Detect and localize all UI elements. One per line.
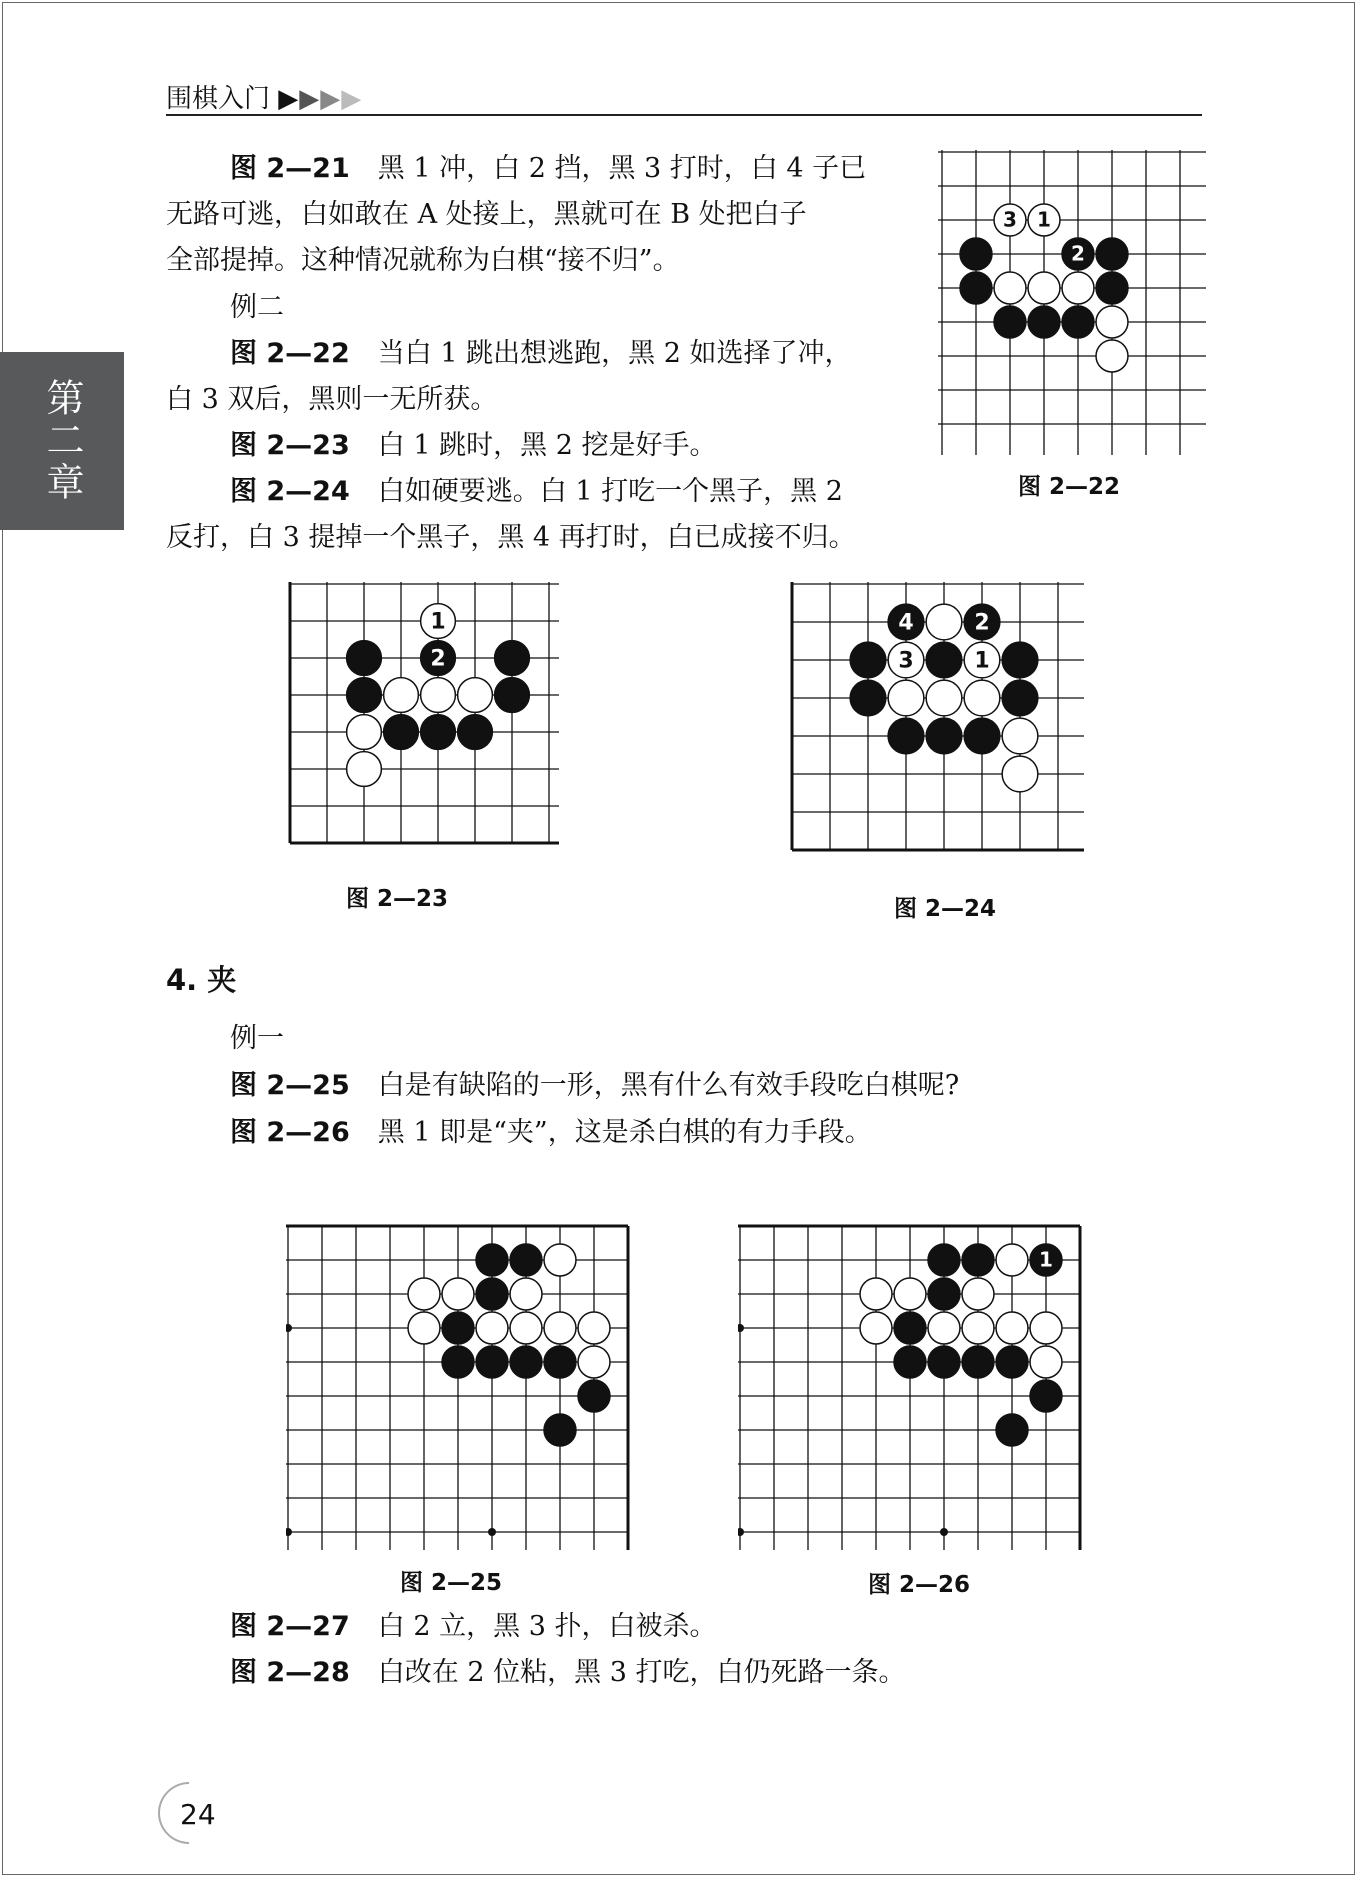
star-point: [488, 1528, 496, 1536]
header-rule: [166, 114, 1202, 116]
white-stone: [458, 678, 493, 713]
black-stone: [1002, 642, 1038, 678]
move-number: 1: [1037, 207, 1051, 232]
go-board-fig22: [936, 150, 1206, 455]
black-stone: [996, 1346, 1028, 1378]
white-stone: [510, 1278, 542, 1310]
star-point: [286, 1324, 292, 1332]
black-stone: [962, 1244, 994, 1276]
caption-fig24: 图 2—24: [894, 896, 997, 922]
black-stone: [960, 238, 992, 270]
white-stone: [408, 1278, 440, 1310]
black-stone: [962, 1346, 994, 1378]
black-stone: [442, 1346, 474, 1378]
white-stone: [996, 1244, 1028, 1276]
white-stone: [408, 1312, 440, 1344]
star-point: [738, 1324, 744, 1332]
black-stone: [928, 1346, 960, 1378]
black-stone: [928, 1278, 960, 1310]
black-stone: [850, 642, 886, 678]
white-stone: [1002, 718, 1038, 754]
para-fig24-line1: 图 2—24 白如硬要逃。白 1 打吃一个黑子，黑 2: [230, 476, 843, 507]
white-stone: [1030, 1312, 1062, 1344]
white-stone: [384, 678, 419, 713]
white-stone: [578, 1312, 610, 1344]
star-point: [940, 1528, 948, 1536]
white-stone: [996, 1312, 1028, 1344]
white-stone: [994, 204, 1026, 236]
go-board-fig26: [738, 1220, 1088, 1550]
go-board-fig25: [286, 1220, 636, 1550]
move-number: 2: [430, 646, 446, 672]
black-stone: [960, 272, 992, 304]
black-stone: [894, 1346, 926, 1378]
caption-fig22: 图 2—22: [1018, 474, 1121, 500]
black-stone: [495, 678, 530, 713]
white-stone: [894, 1278, 926, 1310]
black-stone: [1096, 238, 1128, 270]
black-stone: [1096, 272, 1128, 304]
go-board-fig24: [788, 582, 1084, 872]
white-stone: [1028, 272, 1060, 304]
black-stone: [476, 1346, 508, 1378]
move-number: 1: [430, 609, 446, 635]
white-stone: [442, 1278, 474, 1310]
black-stone: [926, 642, 962, 678]
white-stone: [544, 1312, 576, 1344]
black-stone: [1062, 306, 1094, 338]
white-stone: [860, 1278, 892, 1310]
chapter-tab: 第二章: [0, 352, 124, 530]
para-fig21-line1: 图 2—21 黑 1 冲，白 2 挡，黑 3 打时，白 4 子已: [230, 153, 867, 184]
caption-fig23: 图 2—23: [346, 886, 449, 912]
example-one-heading: 例一: [230, 1023, 284, 1054]
para-fig26: 图 2—26 黑 1 即是“夹”，这是杀白棋的有力手段。: [230, 1117, 872, 1148]
para-fig22-line2: 白 3 双后，黑则一无所获。: [166, 384, 498, 415]
caption-fig26: 图 2—26: [868, 1572, 971, 1598]
black-stone: [578, 1380, 610, 1412]
white-stone: [1096, 306, 1128, 338]
black-stone: [544, 1346, 576, 1378]
para-fig28: 图 2—28 白改在 2 位粘，黑 3 打吃，白仍死路一条。: [230, 1657, 906, 1688]
black-stone: [1030, 1380, 1062, 1412]
white-stone: [347, 752, 382, 787]
white-stone: [994, 272, 1026, 304]
black-stone: [1028, 306, 1060, 338]
black-stone: [1002, 680, 1038, 716]
white-stone: [926, 604, 962, 640]
black-stone: [384, 715, 419, 750]
white-stone: [888, 642, 924, 678]
white-stone: [964, 680, 1000, 716]
para-fig22-line1: 图 2—22 当白 1 跳出想逃跑，黑 2 如选择了冲，: [230, 338, 852, 369]
move-number: 3: [1003, 207, 1017, 232]
para-fig21-line3: 全部提掉。这种情况就称为白棋“接不归”。: [166, 245, 680, 276]
move-number: 1: [974, 648, 990, 674]
black-stone: [495, 641, 530, 676]
black-stone: [347, 641, 382, 676]
move-number: 2: [974, 610, 990, 636]
white-stone: [1030, 1346, 1062, 1378]
white-stone: [964, 642, 1000, 678]
black-stone: [996, 1414, 1028, 1446]
white-stone: [421, 678, 456, 713]
black-stone: [1062, 238, 1094, 270]
white-stone: [421, 604, 456, 639]
black-stone: [928, 1244, 960, 1276]
white-stone: [510, 1312, 542, 1344]
black-stone: [544, 1414, 576, 1446]
black-stone: [926, 718, 962, 754]
section-title: 4. 夹: [166, 963, 237, 997]
example-two-heading: 例二: [230, 292, 284, 323]
white-stone: [578, 1346, 610, 1378]
black-stone: [964, 718, 1000, 754]
caption-fig25: 图 2—25: [400, 1570, 503, 1596]
white-stone: [1062, 272, 1094, 304]
para-fig27: 图 2—27 白 2 立，黑 3 扑，白被杀。: [230, 1611, 717, 1642]
black-stone: [476, 1244, 508, 1276]
white-stone: [926, 680, 962, 716]
black-stone: [994, 306, 1026, 338]
black-stone: [964, 604, 1000, 640]
white-stone: [544, 1244, 576, 1276]
black-stone: [476, 1278, 508, 1310]
move-number: 3: [898, 648, 914, 674]
para-fig23: 图 2—23 白 1 跳时，黑 2 挖是好手。: [230, 430, 717, 461]
white-stone: [1028, 204, 1060, 236]
black-stone: [421, 715, 456, 750]
page-number: 24: [158, 1782, 218, 1842]
running-header: [166, 78, 362, 115]
black-stone: [510, 1346, 542, 1378]
move-number: 1: [1039, 1247, 1053, 1272]
black-stone: [347, 678, 382, 713]
star-point: [738, 1528, 744, 1536]
white-stone: [1002, 756, 1038, 792]
white-stone: [1096, 340, 1128, 372]
book-title: 围棋入门: [166, 84, 271, 114]
white-stone: [347, 715, 382, 750]
white-stone: [928, 1312, 960, 1344]
black-stone: [850, 680, 886, 716]
black-stone: [888, 604, 924, 640]
black-stone: [421, 641, 456, 676]
black-stone: [458, 715, 493, 750]
move-number: 2: [1071, 241, 1085, 266]
black-stone: [1030, 1244, 1062, 1276]
header-arrows-icon: ▶▶▶▶: [278, 84, 363, 114]
go-board-fig23: [286, 582, 572, 862]
black-stone: [888, 718, 924, 754]
move-number: 4: [898, 610, 914, 636]
white-stone: [962, 1278, 994, 1310]
white-stone: [860, 1312, 892, 1344]
white-stone: [476, 1312, 508, 1344]
white-stone: [888, 680, 924, 716]
black-stone: [894, 1312, 926, 1344]
white-stone: [962, 1312, 994, 1344]
black-stone: [510, 1244, 542, 1276]
black-stone: [442, 1312, 474, 1344]
star-point: [286, 1528, 292, 1536]
para-fig24-line2: 反打，白 3 提掉一个黑子，黑 4 再打时，白已成接不归。: [166, 522, 856, 553]
para-fig21-line2: 无路可逃，白如敢在 A 处接上，黑就可在 B 处把白子: [166, 199, 807, 230]
para-fig25: 图 2—25 白是有缺陷的一形，黑有什么有效手段吃白棋呢?: [230, 1070, 960, 1101]
